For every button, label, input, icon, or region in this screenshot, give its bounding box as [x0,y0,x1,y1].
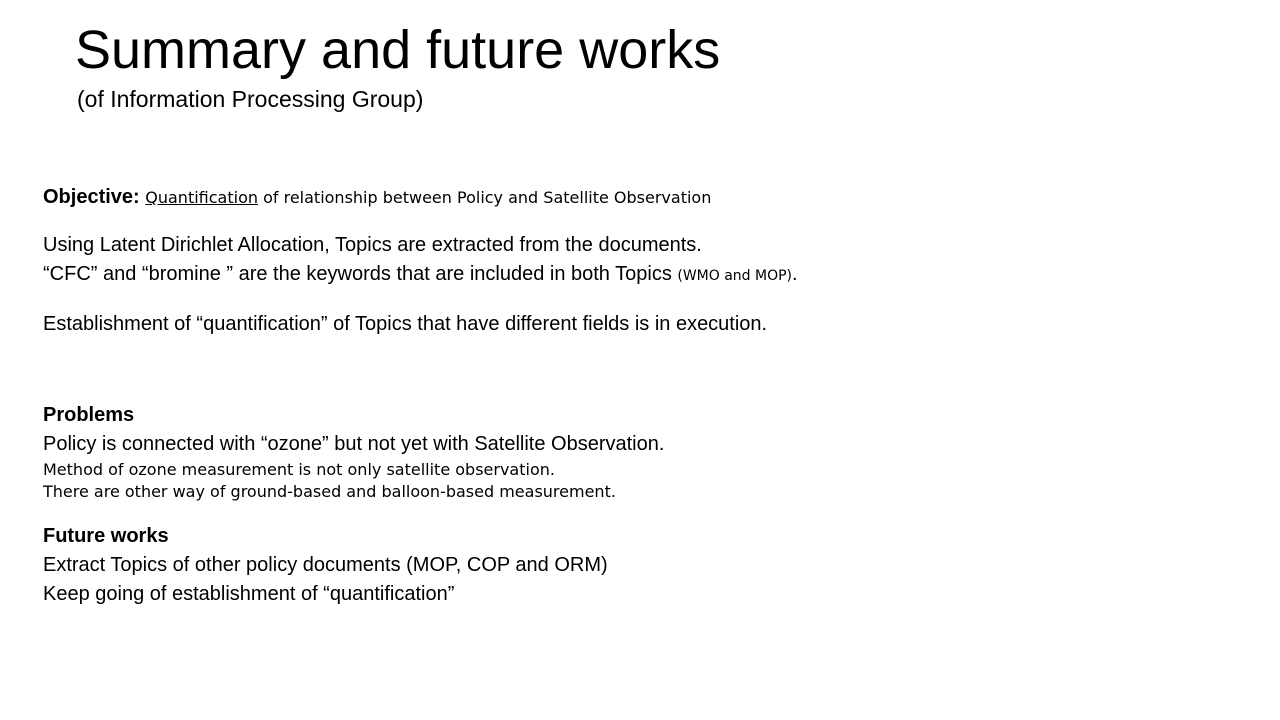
lda-line-1: Using Latent Dirichlet Allocation, Topics are extracted from the documents. [43,234,702,256]
spacer [43,291,1243,310]
problems-detail-1: Method of ozone measurement is not only satellite observation. [43,460,555,479]
slide-subtitle: (of Information Processing Group) [77,86,424,112]
problems-main: Policy is connected with “ozone” but not yet with Satellite Observation. [43,433,665,455]
future-heading: Future works [43,525,169,547]
lda-line-2-main: “CFC” and “bromine ” are the keywords that are included in both Topics [43,263,678,285]
future-item-2: Keep going of establishment of “quantification” [43,583,455,605]
objective-rest: of relationship between Policy and Satellite Observation [258,188,712,207]
spacer [43,503,1243,522]
lda-line-2-end: . [792,263,798,285]
objective-line [43,183,1243,212]
future-item-1: Extract Topics of other policy documents (MOP, COP and ORM) [43,554,608,576]
objective-text [145,188,711,207]
establishment-line: Establishment of “quantification” of Topics that have different fields is in execution. [43,313,768,335]
lda-line-2-note: (WMO and MOP) [677,268,793,284]
slide-title: Summary and future works [75,20,721,80]
objective-label: Objective: [43,186,140,208]
slide-body [43,183,1243,609]
spacer [43,212,1243,231]
problems-heading: Problems [43,404,135,426]
lda-line-2 [43,260,1243,291]
problems-detail-2: There are other way of ground-based and balloon-based measurement. [43,482,616,501]
objective-term: Quantification [145,188,258,207]
spacer [43,339,1243,401]
